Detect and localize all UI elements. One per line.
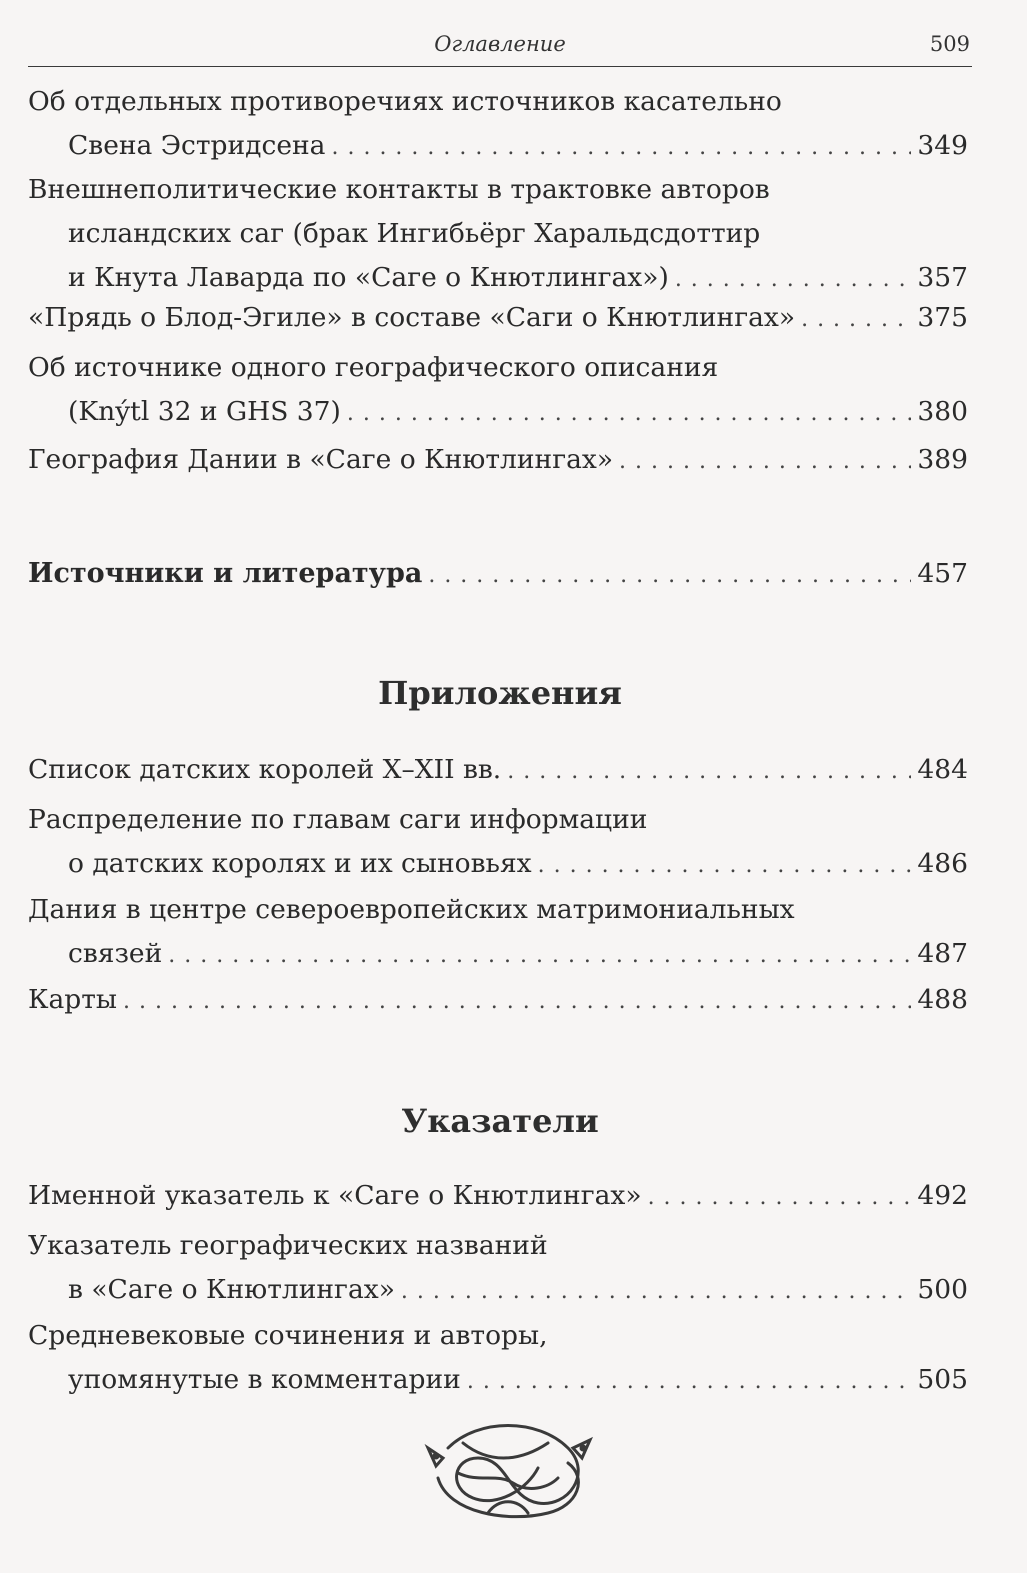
running-head [28, 30, 972, 67]
toc-page-number: 484 [917, 754, 968, 785]
toc-entry[interactable] [28, 296, 968, 342]
toc-page-number: 487 [917, 938, 968, 969]
toc-entry[interactable] [28, 438, 968, 484]
toc-page-number: 488 [917, 984, 968, 1015]
toc-entry-title-line: связей [68, 938, 163, 969]
toc-entry[interactable] [28, 888, 968, 978]
toc-entry-title-line: Источники и литература [28, 558, 423, 589]
toc-entry-title-line: Об отдельных противоречиях источников касательно [28, 86, 782, 117]
toc-entry-title-line: в «Саге о Кнютлингах» [68, 1274, 395, 1305]
toc-page-number: 349 [917, 130, 968, 161]
toc-entry-title-line: (Knýtl 32 и GHS 37) [68, 396, 341, 427]
page-number: 509 [929, 32, 970, 56]
toc-entry-title-line: Внешнеполитические контакты в трактовке авторов [28, 174, 770, 205]
dot-leader [401, 1270, 912, 1314]
dot-leader [347, 392, 912, 436]
toc-entry-title-line: упомянутые в комментарии [68, 1364, 461, 1395]
dot-leader [538, 844, 912, 888]
toc-entry-title-line: и Кнута Лаварда по «Саге о Кнютлингах») [68, 262, 669, 293]
dot-leader [648, 1176, 912, 1220]
toc-entry[interactable] [28, 168, 968, 302]
toc-page-number: 389 [917, 444, 968, 475]
toc-entry[interactable] [28, 1314, 968, 1404]
toc-entry[interactable] [28, 978, 968, 1024]
dot-leader [467, 1360, 912, 1404]
toc-entry-title-line: Карты [28, 984, 118, 1015]
toc-page-number: 457 [917, 558, 968, 589]
toc-entry-title-line: о датских королях и их сыновьях [68, 848, 532, 879]
toc-entry-title-line: исландских саг (брак Ингибьёрг Харальдсдоттир [68, 218, 761, 249]
toc-entry-title-line: Об источнике одного географического описания [28, 352, 719, 383]
toc-entry[interactable] [28, 798, 968, 888]
toc-entry-sources[interactable] [28, 552, 968, 598]
toc-entry-title-line: География Дании в «Саге о Кнютлингах» [28, 444, 614, 475]
toc-entry-title-line: Средневековые сочинения и авторы, [28, 1320, 548, 1351]
dot-leader [619, 440, 911, 484]
running-title: Оглавление [434, 32, 566, 56]
toc-entry-title-line: Распределение по главам саги информации [28, 804, 648, 835]
dot-leader [168, 934, 911, 978]
toc-entry-title-line: Именной указатель к «Саге о Кнютлингах» [28, 1180, 642, 1211]
celtic-knot-ornament-icon [418, 1418, 598, 1528]
section-heading-indexes: Указатели [401, 1102, 599, 1140]
dot-leader [801, 298, 911, 342]
toc-entry[interactable] [28, 1224, 968, 1314]
dot-leader [123, 980, 911, 1024]
toc-page-number: 357 [917, 262, 968, 293]
dot-leader [428, 554, 911, 598]
toc-entry[interactable] [28, 346, 968, 436]
section-heading-appendices: Приложения [378, 674, 622, 712]
toc-entry-title-line: Указатель географических названий [28, 1230, 548, 1261]
toc-page-number: 380 [917, 396, 968, 427]
toc-entry-title-line: Свена Эстридсена [68, 130, 326, 161]
toc-entry-title-line: «Прядь о Блод-Эгиле» в составе «Саги о Кнютлингах» [28, 302, 796, 333]
toc-page-number: 375 [917, 302, 968, 333]
toc-entry[interactable] [28, 80, 968, 170]
toc-entry-title-line: Список датских королей X–XII вв. [28, 754, 502, 785]
toc-entry[interactable] [28, 748, 968, 794]
dot-leader [507, 750, 911, 794]
toc-entry[interactable] [28, 1174, 968, 1220]
toc-page-number: 492 [917, 1180, 968, 1211]
toc-page-number: 505 [917, 1364, 968, 1395]
toc-entry-title-line: Дания в центре североевропейских матримониальных [28, 894, 795, 925]
dot-leader [331, 126, 911, 170]
toc-page-number: 500 [917, 1274, 968, 1305]
toc-page-number: 486 [917, 848, 968, 879]
